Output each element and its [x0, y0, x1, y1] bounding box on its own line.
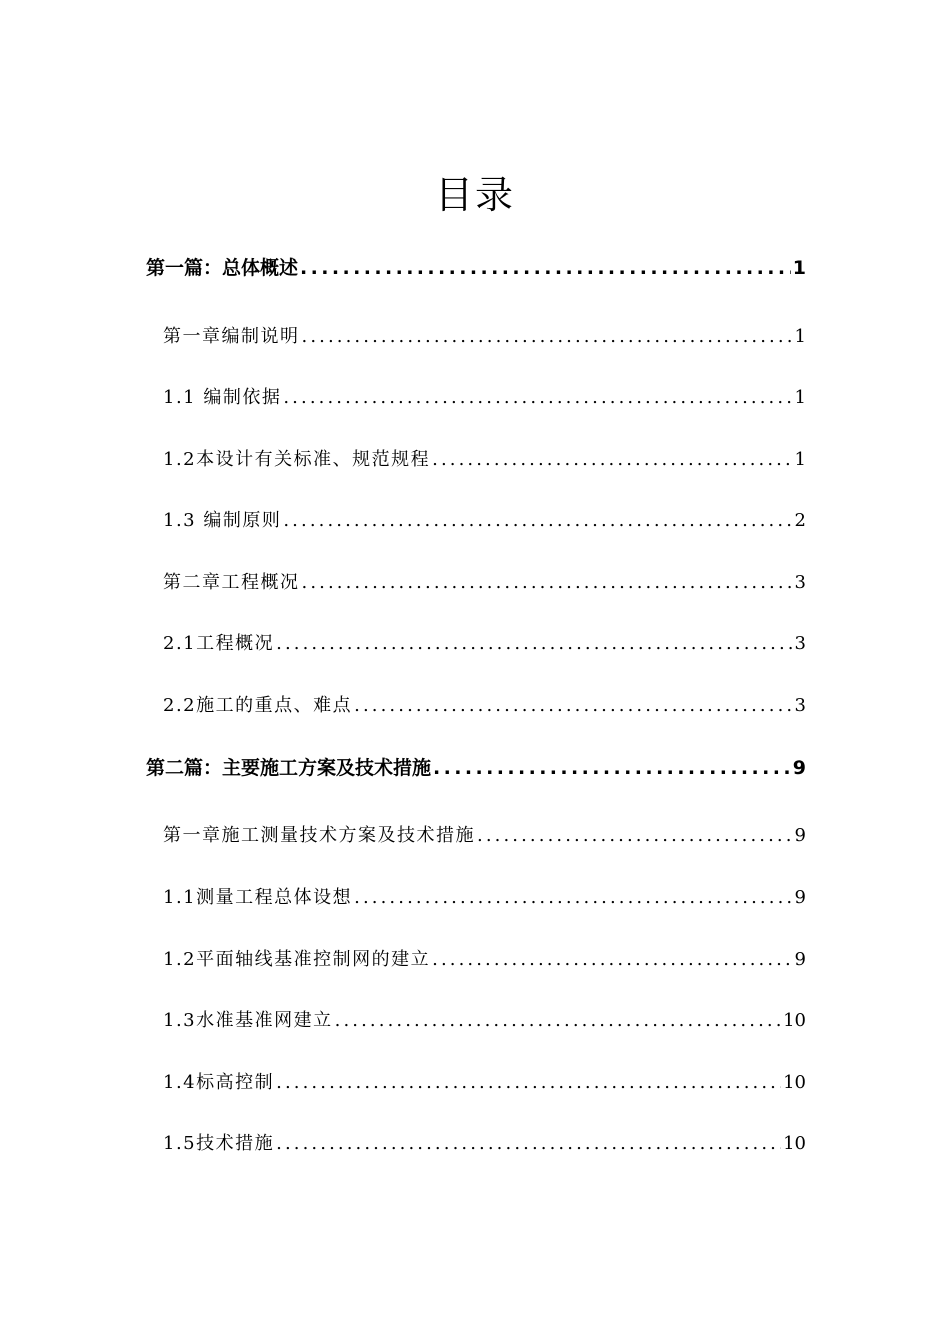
toc-page-number: 3	[794, 633, 806, 654]
toc-page-number: 9	[794, 825, 806, 846]
dot-leader	[432, 448, 792, 472]
toc-page-number: 1	[794, 387, 806, 408]
toc-entry-part[interactable]	[146, 256, 806, 280]
dot-leader	[432, 948, 792, 972]
toc-entry[interactable]	[163, 1071, 806, 1095]
toc-entry-label: 1.3 编制原则	[163, 510, 282, 531]
dot-leader	[477, 824, 793, 848]
toc-entry-part[interactable]	[146, 756, 806, 780]
toc-entry[interactable]	[163, 1009, 806, 1033]
dot-leader	[300, 256, 791, 280]
dot-leader	[335, 1009, 781, 1033]
dot-leader	[276, 1071, 781, 1095]
toc-entry-label: 1.2本设计有关标准、规范规程	[163, 449, 431, 470]
toc-entry-label: 2.2施工的重点、难点	[163, 695, 353, 716]
toc-entry-label: 第二篇：主要施工方案及技术措施	[146, 757, 432, 779]
toc-entry-label: 第一篇：总体概述	[146, 257, 299, 279]
toc-entry[interactable]	[163, 824, 806, 848]
toc-page-number: 10	[783, 1072, 806, 1093]
toc-title: 目录	[434, 173, 515, 217]
dot-leader	[276, 1132, 781, 1156]
toc-entry[interactable]	[163, 694, 806, 718]
toc-entry[interactable]	[163, 886, 806, 910]
toc-entry-label: 第一章编制说明	[163, 326, 300, 347]
toc-page-number: 9	[794, 949, 806, 970]
dot-leader	[354, 886, 792, 910]
dot-leader	[276, 632, 792, 656]
dot-leader	[302, 325, 793, 349]
toc-entry[interactable]	[163, 448, 806, 472]
toc-entry-label: 1.1测量工程总体设想	[163, 887, 353, 908]
toc-entry-label: 1.5技术措施	[163, 1133, 275, 1154]
toc-page-number: 9	[792, 757, 806, 779]
toc-page-number: 9	[794, 887, 806, 908]
toc-page-number: 3	[794, 695, 806, 716]
dot-leader	[302, 571, 793, 595]
toc-page-number: 10	[783, 1010, 806, 1031]
toc-entry-label: 1.2平面轴线基准控制网的建立	[163, 949, 431, 970]
toc-entry-label: 第一章施工测量技术方案及技术措施	[163, 825, 475, 846]
toc-page-number: 1	[794, 449, 806, 470]
toc-entry-label: 2.1工程概况	[163, 633, 275, 654]
toc-entry-label: 1.3水准基准网建立	[163, 1010, 333, 1031]
dot-leader	[354, 694, 792, 718]
toc-page-number: 1	[794, 326, 806, 347]
toc-entry[interactable]	[163, 632, 806, 656]
toc-entry[interactable]	[163, 1132, 806, 1156]
dot-leader	[283, 509, 792, 533]
toc-page-number: 3	[794, 572, 806, 593]
toc-entry-label: 1.4标高控制	[163, 1072, 275, 1093]
toc-entry-label: 1.1 编制依据	[163, 387, 282, 408]
toc-entry[interactable]	[163, 509, 806, 533]
toc-entry[interactable]	[163, 571, 806, 595]
toc-page-number: 1	[792, 257, 806, 279]
toc-page-number: 2	[794, 510, 806, 531]
dot-leader	[433, 756, 791, 780]
toc-entry-label: 第二章工程概况	[163, 572, 300, 593]
toc-entry[interactable]	[163, 325, 806, 349]
toc-entry[interactable]	[163, 948, 806, 972]
dot-leader	[283, 386, 792, 410]
toc-entry[interactable]	[163, 386, 806, 410]
toc-page-number: 10	[783, 1133, 806, 1154]
